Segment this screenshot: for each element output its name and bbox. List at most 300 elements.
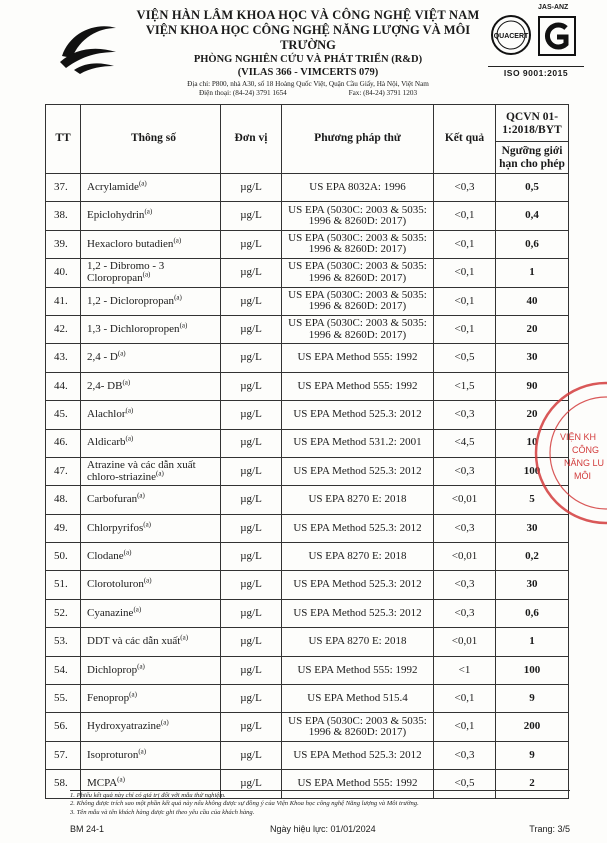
parameter-name-text: Hexacloro butadien [87,237,174,250]
unit [221,202,282,230]
test-method [282,543,434,571]
table-row [46,202,569,230]
stamp-line-2: CÔNG [572,445,599,455]
unit [221,628,282,656]
parameter-name-text: 1,2 - Dicloropropan [87,294,175,307]
parameter-name-text: Cyanazine [87,606,134,619]
quacert-seal-icon [490,14,532,56]
limit-value-text: 90 [526,379,538,392]
row-number [46,656,81,684]
result-value-text: <4,5 [454,436,475,449]
table-row [46,656,569,684]
limit-value-text: 0,6 [525,606,539,619]
row-number [46,315,81,343]
test-method [282,429,434,457]
result-value-text: <0,3 [454,180,475,193]
limit-value [496,543,569,571]
table-row [46,344,569,372]
parameter-name [81,372,221,400]
contact-line [118,89,498,98]
limit-value [496,685,569,713]
accreditation-mark: (a) [160,718,169,727]
accreditation-mark: (a) [122,378,131,387]
limit-value [496,174,569,202]
row-number-text: 58. [54,777,68,790]
result-value [434,315,496,343]
test-method-text: US EPA (5030C: 2003 & 5035: 1996 & 8260D: 2017) [288,231,427,256]
row-number [46,628,81,656]
accreditation-mark: (a) [156,468,164,477]
result-value [434,174,496,202]
table-row [46,543,569,571]
unit-text: µg/L [240,606,262,619]
header-unit: Đơn vị [221,105,282,174]
footnote-1: 1. Phiếu kết quả này chỉ có giá trị đối với mẫu thử nghiệm. [70,792,226,799]
limit-value-text: 30 [526,578,538,591]
parameter-name-text: Hydroxyatrazine [87,720,161,733]
institute-name: VIỆN KHOA HỌC CÔNG NGHỆ NĂNG LƯỢNG VÀ MÔI TRƯỜNG [145,23,471,52]
parameter-name [81,401,221,429]
header-method: Phương pháp thử [282,105,434,174]
unit-text: µg/L [240,351,262,364]
table-row [46,486,569,514]
limit-value-text: 30 [526,351,538,364]
parameter-name [81,656,221,684]
result-value [434,230,496,258]
institute-header [118,8,498,98]
parameter-name-text: 1,2 - Dibromo - 3 Cloropropan [87,260,165,284]
result-value [434,344,496,372]
parameter-name-text: Atrazine và các dẫn xuất chloro-striazine [87,459,196,483]
result-value-text: <0,1 [454,237,475,250]
result-value [434,429,496,457]
test-method-text: US EPA (5030C: 2003 & 5035: 1996 & 8260D: 2017) [288,714,427,739]
table-row [46,713,569,741]
parameter-name-text: 2,4 - D [87,351,118,364]
row-number [46,230,81,258]
table-row [46,571,569,599]
unit [221,685,282,713]
test-method [282,315,434,343]
row-number [46,174,81,202]
parameter-name-text: DDT và các dẫn xuất [87,635,181,648]
stamp-line-3: NĂNG LU [564,458,605,468]
institute-logo-icon [56,12,120,76]
result-value-text: <0,1 [454,266,475,279]
accreditation-mark: (a) [143,519,152,528]
limit-value-text: 1 [529,635,535,648]
result-value-text: <0,1 [454,691,475,704]
unit [221,713,282,741]
result-value [434,656,496,684]
limit-value-text: 100 [523,464,541,477]
test-method-text: US EPA Method 525.3: 2012 [293,521,422,534]
row-number [46,486,81,514]
unit [221,429,282,457]
row-number [46,202,81,230]
header-result: Kết quả [434,105,496,174]
table-row [46,372,569,400]
table-row [46,685,569,713]
result-value-text: <0,1 [454,209,475,222]
header-qcvn: QCVN 01-1:2018/BYT [496,107,568,142]
unit-text: µg/L [240,578,262,591]
test-method-text: US EPA Method 555: 1992 [297,777,418,790]
test-method [282,372,434,400]
limit-value-text: 30 [526,521,538,534]
limit-value [496,344,569,372]
parameter-name [81,685,221,713]
row-number-text: 57. [54,748,68,761]
limit-value-text: 9 [529,691,535,704]
unit [221,457,282,485]
row-number-text: 45. [54,408,68,421]
unit [221,543,282,571]
result-value-text: <0,3 [454,464,475,477]
result-value [434,741,496,769]
accreditation-mark: (a) [125,434,134,443]
test-method [282,599,434,627]
unit [221,230,282,258]
result-value-text: <0,1 [454,322,475,335]
row-number-text: 43. [54,351,68,364]
stamp-line-1: VIỆN KH [560,432,597,442]
result-value-text: <0,5 [454,777,475,790]
test-method [282,230,434,258]
unit [221,514,282,542]
limit-value [496,230,569,258]
seal-text: QUACERT [493,33,529,40]
parameter-name [81,599,221,627]
unit-text: µg/L [240,237,262,250]
limit-value [496,259,569,287]
unit-text: µg/L [240,209,262,222]
test-method [282,656,434,684]
test-method [282,571,434,599]
limit-value-text: 0,2 [525,550,539,563]
row-number [46,259,81,287]
effective-date: Ngày hiệu lực: 01/01/2024 [270,824,376,834]
test-method [282,401,434,429]
test-method [282,514,434,542]
limit-value-text: 0,6 [525,237,539,250]
table-row [46,401,569,429]
results-table [45,104,569,799]
row-number-text: 40. [54,266,68,279]
jas-anz-label: JAS-ANZ [538,4,569,11]
limit-value [496,741,569,769]
test-method-text: US EPA (5030C: 2003 & 5035: 1996 & 8260D: 2017) [288,317,427,341]
parameter-name-text: Aldicarb [87,436,126,449]
parameter-name [81,543,221,571]
unit-text: µg/L [240,720,262,733]
limit-value-text: 20 [526,322,538,335]
result-value-text: <0,1 [454,294,475,307]
unit-text: µg/L [240,294,262,307]
accreditation-mark: (a) [144,207,153,216]
result-value-text: <1 [458,663,471,676]
limit-value [496,202,569,230]
result-value-text: <0,1 [454,720,475,733]
row-number [46,571,81,599]
unit [221,741,282,769]
row-number [46,543,81,571]
result-value-text: <0,01 [451,635,478,648]
address: Địa chỉ: P800, nhà A30, số 18 Hoàng Quốc Việt, Quận Cầu Giấy, Hà Nội, Việt Nam [187,80,429,88]
accreditation-mark: (a) [123,548,132,557]
accreditation-mark: (a) [138,179,147,188]
table-row [46,741,569,769]
unit [221,344,282,372]
test-method-text: US EPA Method 555: 1992 [297,379,418,392]
accreditation-mark: (a) [129,690,137,699]
test-method-text: US EPA 8270 E: 2018 [308,635,407,648]
unit-text: µg/L [240,322,262,335]
test-method-text: US EPA 8270 E: 2018 [308,550,407,563]
test-method-text: US EPA Method 525.3: 2012 [293,748,422,761]
row-number-text: 44. [54,379,68,392]
table-row [46,429,569,457]
row-number [46,741,81,769]
unit-text: µg/L [240,436,262,449]
accreditation-mark: (a) [180,633,189,642]
unit-text: µg/L [240,180,262,193]
limit-value-text: 9 [529,748,535,761]
limit-value [496,628,569,656]
unit-text: µg/L [240,777,262,790]
test-method [282,344,434,372]
test-method [282,259,434,287]
accreditation-mark: (a) [137,491,145,500]
parameter-name [81,174,221,202]
unit [221,656,282,684]
test-method-text: US EPA (5030C: 2003 & 5035: 1996 & 8260D: 2017) [288,288,427,313]
footnote-2: 2. Không được trích sao một phần kết quả này nếu không được sự đồng ý của Viện Khoa học công nghệ Năng lượng và Môi trường. [70,800,419,808]
row-number [46,685,81,713]
parameter-name-text: Clodane [87,550,124,563]
accreditation-mark: (a) [142,270,151,279]
test-method-text: US EPA Method 555: 1992 [297,663,418,676]
result-value-text: <0,3 [454,521,475,534]
accreditation-mark: (a) [137,661,145,670]
page-number: Trang: 3/5 [529,824,570,834]
unit [221,599,282,627]
accreditation-mark: (a) [174,292,182,301]
row-number [46,713,81,741]
table-row [46,315,569,343]
result-value [434,599,496,627]
result-value-text: <0,3 [454,578,475,591]
parameter-name [81,429,221,457]
table-body [46,174,569,799]
result-value [434,486,496,514]
unit-text: µg/L [240,550,262,563]
row-number-text: 37. [54,180,68,193]
limit-value-text: 200 [523,720,541,733]
institute-stamp-icon [528,378,607,528]
test-method [282,713,434,741]
result-value-text: <0,01 [451,493,478,506]
result-value [434,287,496,315]
test-method [282,685,434,713]
parameter-name-text: Clorotoluron [87,578,144,591]
table-row [46,230,569,258]
result-value-text: <0,3 [454,408,475,421]
parameter-name-text: Isoproturon [87,748,139,761]
result-value [434,685,496,713]
accreditation-mark: (a) [143,576,152,585]
row-number-text: 52. [54,606,68,619]
result-value [434,543,496,571]
row-number-text: 39. [54,237,68,250]
limit-value-text: 1 [529,266,535,279]
row-number [46,372,81,400]
unit-text: µg/L [240,748,262,761]
limit-value-text: 100 [523,663,541,676]
parameter-name [81,457,221,485]
parameter-name [81,202,221,230]
unit [221,315,282,343]
table-row [46,174,569,202]
limit-value [496,599,569,627]
unit [221,174,282,202]
row-number [46,599,81,627]
result-value [434,259,496,287]
parameter-name-text: Acrylamide [87,180,139,193]
test-method [282,486,434,514]
parameter-name-text: Fenoprop [87,691,130,704]
parameter-name-text: Chlorpyrifos [87,521,144,534]
result-value [434,514,496,542]
result-value [434,401,496,429]
parameter-name [81,571,221,599]
row-number-text: 55. [54,691,68,704]
unit-text: µg/L [240,408,262,421]
unit-text: µg/L [240,691,262,704]
unit-text: µg/L [240,663,262,676]
parameter-name [81,344,221,372]
row-number [46,401,81,429]
result-value [434,457,496,485]
test-method [282,628,434,656]
test-method [282,174,434,202]
row-number-text: 51. [54,578,68,591]
table-row [46,287,569,315]
test-method-text: US EPA 8270 E: 2018 [308,493,407,506]
row-number-text: 53. [54,635,68,648]
row-number-text: 38. [54,209,68,222]
test-method-text: US EPA (5030C: 2003 & 5035: 1996 & 8260D: 2017) [288,260,427,284]
unit [221,401,282,429]
parameter-name-text: MCPA [87,777,118,790]
result-value [434,202,496,230]
row-number-text: 54. [54,663,68,676]
accreditation-mark: (a) [179,321,188,330]
result-value [434,713,496,741]
parameter-name [81,713,221,741]
result-value-text: <0,3 [454,606,475,619]
test-method [282,202,434,230]
form-code: BM 24-1 [70,824,105,834]
limit-value [496,656,569,684]
certification-marks [488,4,584,82]
limit-value [496,287,569,315]
limit-value-text: 0,4 [525,209,539,222]
limit-value-text: 10 [526,436,538,449]
parameter-name [81,514,221,542]
parameter-name [81,287,221,315]
row-number [46,457,81,485]
parameter-name-text: 2,4- DB [87,379,123,392]
result-value-text: <0,3 [454,748,475,761]
header-limit [496,105,569,174]
test-method-text: US EPA 8032A: 1996 [309,180,406,193]
limit-value [496,571,569,599]
table-row [46,599,569,627]
unit [221,571,282,599]
table-row [46,259,569,287]
parameter-name [81,230,221,258]
result-value [434,571,496,599]
fax-number: Fax: (84-24) 3791 1203 [348,89,418,97]
academy-name: VIỆN HÀN LÂM KHOA HỌC VÀ CÔNG NGHỆ VIỆT NAM [136,8,480,22]
row-number-text: 49. [54,521,68,534]
accreditation-mark: (a) [125,406,134,415]
accreditation-mark: (a) [117,349,126,358]
table-row [46,514,569,542]
header-threshold: Ngưỡng giới hạn cho phép [499,145,565,170]
parameter-name-text: Carbofuran [87,493,138,506]
unit-text: µg/L [240,379,262,392]
parameter-name [81,741,221,769]
unit [221,259,282,287]
parameter-name [81,259,221,287]
row-number-text: 46. [54,436,68,449]
table-header-row [46,105,569,174]
test-method-text: US EPA Method 525.3: 2012 [293,464,422,477]
row-number-text: 47. [54,464,68,477]
limit-value-text: 20 [526,408,538,421]
parameter-name [81,486,221,514]
header-tt: TT [46,105,81,174]
test-method [282,741,434,769]
test-method-text: US EPA Method 525.3: 2012 [293,408,422,421]
result-value-text: <0,01 [451,550,478,563]
row-number [46,429,81,457]
phone-number: Điện thoại: (84-24) 3791 1654 [198,89,287,97]
limit-value-text: 2 [529,777,535,790]
footnotes [70,790,570,817]
table-row [46,628,569,656]
limit-value-text: 40 [526,294,538,307]
parameter-name-text: Alachlor [87,408,126,421]
footnote-3: 3. Tên mẫu và tên khách hàng được ghi theo yêu cầu của khách hàng. [70,808,255,816]
limit-value [496,315,569,343]
unit-text: µg/L [240,521,262,534]
unit-text: µg/L [240,266,262,279]
test-method-text: US EPA Method 531.2: 2001 [293,436,422,449]
row-number-text: 48. [54,493,68,506]
parameter-name-text: 1,3 - Dichloropropen [87,322,180,335]
result-value [434,372,496,400]
parameter-name [81,315,221,343]
test-method-text: US EPA Method 525.3: 2012 [293,578,422,591]
parameter-name [81,628,221,656]
result-value-text: <0,5 [454,351,475,364]
unit-text: µg/L [240,464,262,477]
unit-text: µg/L [240,635,262,648]
unit-text: µg/L [240,493,262,506]
